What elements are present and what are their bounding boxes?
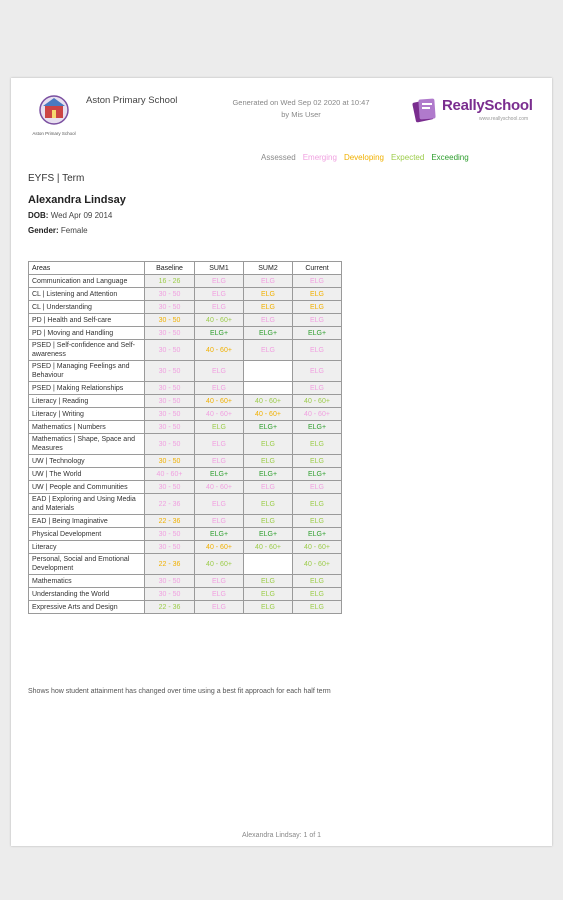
attainment-cell: ELG bbox=[195, 601, 244, 614]
area-name: UW | The World bbox=[29, 468, 145, 481]
attainment-cell: ELG bbox=[195, 434, 244, 455]
attainment-cell: ELG bbox=[293, 314, 342, 327]
generated-date: Generated on Wed Sep 02 2020 at 10:47 bbox=[232, 98, 370, 107]
attainment-cell: 40 - 60+ bbox=[244, 395, 293, 408]
gender-value: Female bbox=[60, 226, 88, 235]
reallyschool-logo bbox=[411, 94, 541, 128]
legend bbox=[261, 153, 476, 162]
table-row bbox=[29, 468, 342, 481]
area-name: Literacy | Writing bbox=[29, 408, 145, 421]
area-name: CL | Listening and Attention bbox=[29, 288, 145, 301]
attainment-cell: ELG+ bbox=[244, 327, 293, 340]
attainment-cell: 30 - 50 bbox=[145, 361, 195, 382]
attainment-cell: 40 - 60+ bbox=[293, 541, 342, 554]
legend-item-assessed: Assessed bbox=[261, 153, 296, 162]
attainment-cell: ELG bbox=[195, 515, 244, 528]
table-header-row bbox=[29, 262, 342, 275]
area-name: Understanding the World bbox=[29, 588, 145, 601]
attainment-cell: 40 - 60+ bbox=[293, 408, 342, 421]
attainment-cell: 40 - 60+ bbox=[195, 408, 244, 421]
attainment-cell: 40 - 60+ bbox=[244, 408, 293, 421]
area-name: Expressive Arts and Design bbox=[29, 601, 145, 614]
attainment-cell: ELG bbox=[293, 494, 342, 515]
table-row bbox=[29, 395, 342, 408]
attainment-cell: ELG bbox=[293, 434, 342, 455]
attainment-cell: ELG+ bbox=[195, 468, 244, 481]
table-row bbox=[29, 528, 342, 541]
brand-name: ReallySchool bbox=[442, 97, 533, 114]
brand-url: www.reallyschool.com bbox=[479, 116, 529, 122]
table-row bbox=[29, 275, 342, 288]
attainment-cell: ELG bbox=[244, 494, 293, 515]
dob-line bbox=[28, 211, 112, 220]
attainment-cell: ELG+ bbox=[293, 468, 342, 481]
area-name: EAD | Being Imaginative bbox=[29, 515, 145, 528]
table-row bbox=[29, 434, 342, 455]
attainment-cell: 30 - 50 bbox=[145, 288, 195, 301]
attainment-cell: 40 - 60+ bbox=[293, 554, 342, 575]
table-row bbox=[29, 340, 342, 361]
area-name: PD | Health and Self-care bbox=[29, 314, 145, 327]
column-header-areas: Areas bbox=[29, 262, 145, 275]
area-name: UW | Technology bbox=[29, 455, 145, 468]
attainment-cell: 30 - 50 bbox=[145, 408, 195, 421]
legend-item-expected: Expected bbox=[390, 153, 425, 162]
table-row bbox=[29, 314, 342, 327]
area-name: Personal, Social and Emotional Development bbox=[29, 554, 145, 575]
gender-label: Gender: bbox=[28, 226, 59, 235]
column-header-current: Current bbox=[293, 262, 342, 275]
attainment-cell: ELG bbox=[293, 601, 342, 614]
dob-value: Wed Apr 09 2014 bbox=[50, 211, 113, 220]
generated-info bbox=[216, 97, 386, 121]
table-row bbox=[29, 554, 342, 575]
attainment-cell bbox=[244, 554, 293, 575]
attainment-cell: 30 - 50 bbox=[145, 395, 195, 408]
attainment-cell: 40 - 60+ bbox=[244, 541, 293, 554]
attainment-cell: ELG+ bbox=[293, 327, 342, 340]
attainment-cell bbox=[244, 382, 293, 395]
attainment-cell: ELG bbox=[195, 588, 244, 601]
generated-by: by Mis User bbox=[281, 110, 321, 119]
attainment-cell: 40 - 60+ bbox=[195, 554, 244, 575]
page-footer: Alexandra Lindsay: 1 of 1 bbox=[242, 832, 321, 839]
attainment-cell: ELG+ bbox=[244, 421, 293, 434]
attainment-cell: 22 - 36 bbox=[145, 515, 195, 528]
attainment-cell: ELG bbox=[244, 301, 293, 314]
area-name: Mathematics | Shape, Space and Measures bbox=[29, 434, 145, 455]
attainment-cell: ELG bbox=[293, 515, 342, 528]
table-row bbox=[29, 288, 342, 301]
attainment-cell: 30 - 50 bbox=[145, 434, 195, 455]
legend-item-emerging: Emerging bbox=[302, 153, 337, 162]
area-name: Mathematics bbox=[29, 575, 145, 588]
attainment-cell: 30 - 50 bbox=[145, 541, 195, 554]
attainment-cell: ELG bbox=[293, 288, 342, 301]
attainment-cell: ELG bbox=[244, 601, 293, 614]
attainment-cell: ELG bbox=[293, 340, 342, 361]
attainment-cell: 40 - 60+ bbox=[195, 481, 244, 494]
attainment-cell: ELG bbox=[195, 575, 244, 588]
attainment-cell: ELG bbox=[195, 494, 244, 515]
column-header-baseline: Baseline bbox=[145, 262, 195, 275]
attainment-cell: ELG bbox=[293, 382, 342, 395]
table-row bbox=[29, 421, 342, 434]
report-subtitle: EYFS | Term bbox=[28, 173, 85, 184]
legend-item-exceeding: Exceeding bbox=[431, 153, 469, 162]
area-name: EAD | Exploring and Using Media and Materials bbox=[29, 494, 145, 515]
table-row bbox=[29, 327, 342, 340]
table-row bbox=[29, 601, 342, 614]
school-logo bbox=[28, 92, 80, 138]
table-row bbox=[29, 541, 342, 554]
area-name: Mathematics | Numbers bbox=[29, 421, 145, 434]
school-name: Aston Primary School bbox=[86, 95, 178, 106]
attainment-cell: ELG bbox=[293, 588, 342, 601]
table-row bbox=[29, 301, 342, 314]
attainment-cell: ELG bbox=[195, 288, 244, 301]
attainment-cell: 40 - 60+ bbox=[195, 541, 244, 554]
attainment-cell: ELG bbox=[293, 455, 342, 468]
attainment-table bbox=[28, 261, 342, 614]
attainment-cell: ELG bbox=[244, 288, 293, 301]
table-row bbox=[29, 382, 342, 395]
attainment-cell: ELG bbox=[244, 275, 293, 288]
attainment-cell: ELG bbox=[244, 481, 293, 494]
column-header-sum2: SUM2 bbox=[244, 262, 293, 275]
attainment-cell: ELG+ bbox=[244, 528, 293, 541]
attainment-cell: ELG+ bbox=[293, 421, 342, 434]
reallyschool-book-icon bbox=[411, 96, 439, 124]
attainment-cell: 30 - 50 bbox=[145, 455, 195, 468]
attainment-cell: 30 - 50 bbox=[145, 314, 195, 327]
attainment-cell: 30 - 50 bbox=[145, 340, 195, 361]
attainment-cell: ELG+ bbox=[195, 528, 244, 541]
attainment-cell: ELG bbox=[195, 301, 244, 314]
svg-text:Aston Primary School: Aston Primary School bbox=[32, 131, 76, 136]
table-row bbox=[29, 455, 342, 468]
attainment-cell bbox=[244, 361, 293, 382]
attainment-cell: ELG bbox=[293, 275, 342, 288]
area-name: Communication and Language bbox=[29, 275, 145, 288]
attainment-cell: 40 - 60+ bbox=[145, 468, 195, 481]
gender-line bbox=[28, 226, 88, 235]
area-name: Literacy bbox=[29, 541, 145, 554]
attainment-cell: ELG bbox=[293, 481, 342, 494]
table-row bbox=[29, 408, 342, 421]
attainment-cell: ELG bbox=[195, 455, 244, 468]
area-name: UW | People and Communities bbox=[29, 481, 145, 494]
attainment-cell: 30 - 50 bbox=[145, 382, 195, 395]
attainment-cell: ELG bbox=[195, 421, 244, 434]
attainment-cell: ELG bbox=[293, 301, 342, 314]
attainment-cell: 30 - 50 bbox=[145, 421, 195, 434]
attainment-cell: 40 - 60+ bbox=[195, 340, 244, 361]
area-name: PD | Moving and Handling bbox=[29, 327, 145, 340]
attainment-cell: ELG bbox=[244, 588, 293, 601]
attainment-cell: ELG+ bbox=[195, 327, 244, 340]
attainment-cell: ELG bbox=[244, 575, 293, 588]
attainment-cell: ELG bbox=[195, 382, 244, 395]
area-name: CL | Understanding bbox=[29, 301, 145, 314]
student-name: Alexandra Lindsay bbox=[28, 194, 126, 206]
area-name: Physical Development bbox=[29, 528, 145, 541]
attainment-cell: 40 - 60+ bbox=[195, 314, 244, 327]
attainment-cell: ELG bbox=[244, 340, 293, 361]
attainment-cell: ELG bbox=[293, 361, 342, 382]
attainment-cell: 30 - 50 bbox=[145, 528, 195, 541]
report-page bbox=[11, 78, 552, 846]
attainment-cell: ELG bbox=[293, 575, 342, 588]
table-row bbox=[29, 361, 342, 382]
attainment-cell: ELG bbox=[244, 314, 293, 327]
attainment-cell: 22 - 36 bbox=[145, 494, 195, 515]
column-header-sum1: SUM1 bbox=[195, 262, 244, 275]
attainment-cell: ELG bbox=[195, 275, 244, 288]
attainment-cell: 40 - 60+ bbox=[195, 395, 244, 408]
table-row bbox=[29, 494, 342, 515]
attainment-cell: ELG+ bbox=[244, 468, 293, 481]
table-row bbox=[29, 575, 342, 588]
attainment-cell: 40 - 60+ bbox=[293, 395, 342, 408]
table-row bbox=[29, 481, 342, 494]
table-row bbox=[29, 515, 342, 528]
attainment-cell: ELG+ bbox=[293, 528, 342, 541]
attainment-cell: 22 - 36 bbox=[145, 554, 195, 575]
table-footnote: Shows how student attainment has changed over time using a best fit approach for each half term bbox=[28, 688, 331, 695]
legend-item-developing: Developing bbox=[343, 153, 384, 162]
attainment-cell: 30 - 50 bbox=[145, 327, 195, 340]
area-name: PSED | Managing Feelings and Behaviour bbox=[29, 361, 145, 382]
attainment-cell: 30 - 50 bbox=[145, 575, 195, 588]
attainment-cell: 22 - 36 bbox=[145, 601, 195, 614]
attainment-cell: ELG bbox=[244, 455, 293, 468]
attainment-cell: 30 - 50 bbox=[145, 481, 195, 494]
attainment-cell: ELG bbox=[244, 434, 293, 455]
area-name: PSED | Making Relationships bbox=[29, 382, 145, 395]
table-row bbox=[29, 588, 342, 601]
attainment-cell: ELG bbox=[195, 361, 244, 382]
attainment-cell: ELG bbox=[244, 515, 293, 528]
attainment-cell: 30 - 50 bbox=[145, 588, 195, 601]
dob-label: DOB: bbox=[28, 211, 49, 220]
attainment-cell: 30 - 50 bbox=[145, 301, 195, 314]
area-name: Literacy | Reading bbox=[29, 395, 145, 408]
area-name: PSED | Self-confidence and Self-awareness bbox=[29, 340, 145, 361]
attainment-cell: 16 - 26 bbox=[145, 275, 195, 288]
